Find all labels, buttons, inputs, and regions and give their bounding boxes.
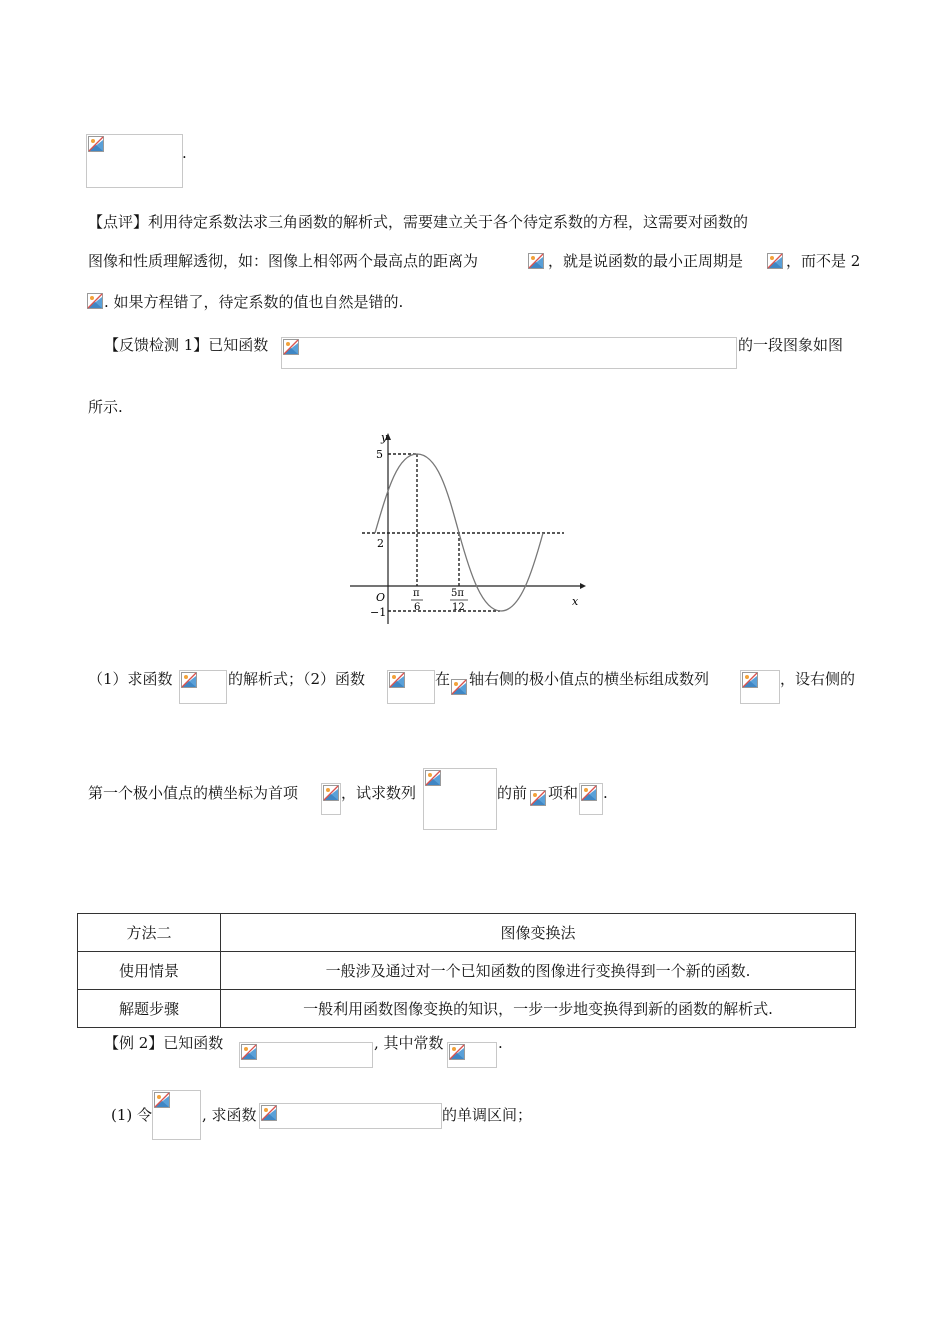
broken-image-icon — [154, 1092, 170, 1108]
feedback-line-1b: 的一段图象如图 — [738, 336, 844, 354]
broken-image-icon — [451, 679, 467, 695]
broken-image-icon — [425, 770, 441, 786]
formula-image-placeholder — [447, 1042, 497, 1068]
tick-label-5: 5 — [376, 448, 383, 461]
table-cell: 解题步骤 — [78, 990, 221, 1028]
formula-image-placeholder — [239, 1042, 373, 1068]
comment-line-2a: 图像和性质理解透彻，如：图像上相邻两个最高点的距离为 — [88, 252, 479, 270]
broken-image-icon — [181, 672, 197, 688]
comment-line-2c: ，而不是 2 — [786, 252, 861, 270]
q-line-2c: 的前 — [497, 784, 528, 802]
formula-image-placeholder — [259, 1103, 442, 1129]
table-row — [78, 914, 856, 952]
q-line-2d: 项和 — [548, 784, 579, 802]
table-cell: 使用情景 — [78, 952, 221, 990]
example-line-1b: , 其中常数 — [374, 1034, 444, 1052]
tick-label-pi6-num: π — [413, 588, 420, 599]
comment-line-2b: ，就是说函数的最小正周期是 — [548, 252, 744, 270]
formula-image-placeholder — [152, 1090, 201, 1140]
broken-image-icon — [767, 253, 783, 269]
broken-image-icon — [449, 1044, 465, 1060]
broken-image-icon — [283, 339, 299, 355]
x-axis-arrow — [580, 583, 586, 589]
q-line-1e: ，设右侧的 — [780, 670, 856, 688]
q-line-1c: 在 — [435, 670, 451, 688]
q-line-1a: （1）求函数 — [88, 670, 173, 688]
formula-image-placeholder — [423, 768, 497, 830]
function-graph — [340, 428, 590, 628]
example-line-1c: . — [498, 1034, 503, 1052]
example-line-2a: (1) 令 — [111, 1106, 153, 1124]
broken-image-icon — [581, 785, 597, 801]
broken-image-icon — [87, 293, 103, 309]
comment-line-3: . 如果方程错了，待定系数的值也自然是错的. — [104, 293, 404, 311]
q-line-2e: . — [603, 784, 608, 802]
formula-image-placeholder — [321, 783, 341, 815]
example-line-2c: 的单调区间； — [442, 1106, 533, 1124]
tick-label-pi6-den: 6 — [414, 602, 421, 613]
table-cell: 一般利用函数图像变换的知识，一步一步地变换得到新的函数的解析式. — [221, 990, 856, 1028]
q-line-2b: ，试求数列 — [341, 784, 417, 802]
feedback-line-2: 所示. — [88, 398, 123, 416]
formula-image-placeholder — [740, 670, 780, 704]
q-line-1b: 的解析式；（2）函数 — [228, 670, 366, 688]
q-line-2a: 第一个极小值点的横坐标为首项 — [88, 784, 299, 802]
formula-image-placeholder — [579, 783, 603, 815]
formula-image-placeholder — [451, 679, 469, 697]
formula-image-placeholder — [530, 790, 548, 808]
broken-image-icon — [241, 1044, 257, 1060]
feedback-line-1a: 【反馈检测 1】已知函数 — [104, 336, 269, 354]
method-table — [77, 913, 856, 1028]
q-line-1d: 轴右侧的极小值点的横坐标组成数列 — [469, 670, 710, 688]
tick-label-2: 2 — [377, 537, 384, 550]
broken-image-icon — [528, 253, 544, 269]
y-axis-label: y — [381, 431, 388, 444]
table-row — [78, 952, 856, 990]
table-cell: 方法二 — [78, 914, 221, 952]
broken-image-icon — [88, 136, 104, 152]
tick-label-5pi12-den: 12 — [452, 602, 465, 613]
broken-image-icon — [261, 1105, 277, 1121]
table-row — [78, 990, 856, 1028]
broken-image-icon — [323, 785, 339, 801]
formula-image-placeholder — [767, 253, 785, 271]
comment-line-1: 【点评】利用待定系数法求三角函数的解析式，需要建立关于各个待定系数的方程，这需要对函数的 — [88, 213, 749, 231]
tick-label-5pi12-num: 5π — [451, 588, 464, 599]
formula-image-placeholder — [387, 670, 435, 704]
formula-image-placeholder — [179, 670, 227, 704]
formula-image-placeholder — [86, 134, 183, 188]
origin-label: O — [376, 591, 386, 604]
table-cell: 一般涉及通过对一个已知函数的图像进行变换得到一个新的函数. — [221, 952, 856, 990]
formula-image-placeholder — [528, 253, 546, 271]
broken-image-icon — [389, 672, 405, 688]
example-line-2b: , 求函数 — [202, 1106, 257, 1124]
broken-image-icon — [530, 790, 546, 806]
example-line-1a: 【例 2】已知函数 — [104, 1034, 224, 1052]
table-cell: 图像变换法 — [221, 914, 856, 952]
formula-image-placeholder — [281, 337, 737, 369]
period-text: . — [182, 144, 187, 162]
x-axis-label: x — [572, 595, 579, 608]
formula-image-placeholder — [87, 293, 105, 311]
tick-label-neg1: −1 — [370, 606, 387, 619]
broken-image-icon — [742, 672, 758, 688]
